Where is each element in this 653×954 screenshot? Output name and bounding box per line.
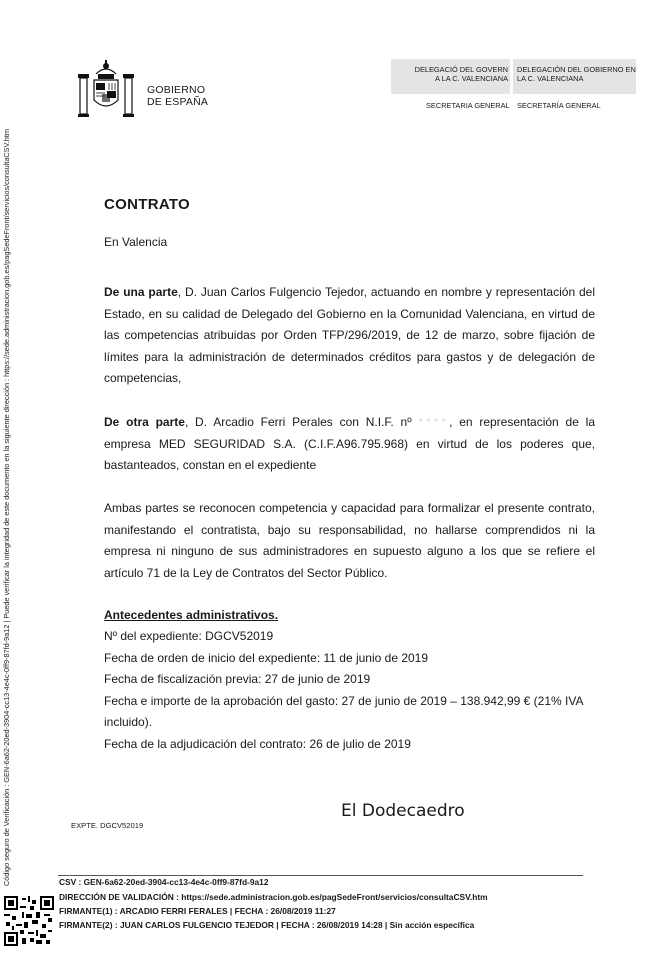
secretaria-label-right: SECRETARÍA GENERAL [517,101,601,110]
list-item: Fecha de fiscalización previa: 27 de junio de 2019 [104,672,371,686]
list-item: Fecha e importe de la aprobación del gasto: 27 de junio de 2019 – 138.942,99 € (21% IVA incluido). [104,693,583,729]
delegacio-header-box: DELEGACIÓ DEL GOVERN A LA C. VALENCIANA [391,59,510,94]
footer-divider [58,875,583,876]
delegacion-header-box: DELEGACIÓN DEL GOBIERNO EN LA C. VALENCIANA [513,59,636,94]
secretaria-label-left: SECRETARIA GENERAL [426,101,510,110]
antecedentes-list [104,626,595,755]
city-line: En Valencia [104,235,168,249]
document-title: CONTRATO [104,196,191,213]
list-item: Nº del expediente: DGCV52019 [104,629,274,643]
coat-of-arms-icon [76,60,136,122]
paragraph-una-parte: De una parte, D. Juan Carlos Fulgencio Tejedor, actuando en nombre y representación del Estado, en su calidad de Delegado del Gobierno en la Comunidad Valenciana, en virtud de las competencias atribuidas por Orden TFP/296/2019, de 12 de marzo, sobre fijación de límites para la administración de determinados créditos para gastos y de delegación de competencias, [104,285,596,385]
paragraph-ambas-partes: Ambas partes se reconocen competencia y capacidad para formalizar el presente contrato, manifestando el contratista, bajo su responsabilidad, no hallarse comprendidos ni la empresa ni ninguno de sus administradores en supuesto alguno a los que se refiere el artículo 71 de la Ley de Contratos del Sector Público. [104,501,595,580]
signature-text: El Dodecaedro [341,801,465,821]
footer-firmante-1: FIRMANTE(1) : ARCADIO FERRI FERALES | FECHA : 26/08/2019 11:27 [59,906,336,916]
csv-side-note: Código seguro de Verificación : GEN-6a62-20ed-3904-cc13-4e4c-0ff9-87fd-9a12 | Puede verificar la integridad de este documento en la siguiente dirección : https://sede.administracion.gob.es/pagSedeFront/servicios/consultaCSV.htm [2,129,11,886]
redacted-nif: **** [418,415,450,429]
paragraph-otra-parte: De otra parte, D. Arcadio Ferri Perales con N.I.F. nº ****, en representación de la empresa MED SEGURIDAD S.A. (C.I.F.A96.795.968) en virtud de los poderes que, bastanteados, constan en el expediente [104,415,595,472]
footer-csv: CSV : GEN-6a62-20ed-3904-cc13-4e4c-0ff9-87fd-9a12 [59,877,269,887]
list-item: Fecha de la adjudicación del contrato: 26 de julio de 2019 [104,736,411,751]
expediente-number: EXPTE. DGCV52019 [71,821,144,830]
gobierno-de-espana-label: GOBIERNO DE ESPAÑA [147,84,209,108]
antecedentes-heading: Antecedentes administrativos. [104,608,279,622]
qr-code-icon [4,896,54,946]
list-item: Fecha de orden de inicio del expediente: 11 de junio de 2019 [104,650,429,665]
footer-firmante-2: FIRMANTE(2) : JUAN CARLOS FULGENCIO TEJEDOR | FECHA : 26/08/2019 14:28 | Sin acción específica [59,920,475,930]
footer-direccion: DIRECCIÓN DE VALIDACIÓN : https://sede.administracion.gob.es/pagSedeFront/servicios/consultaCSV.htm [59,892,488,902]
